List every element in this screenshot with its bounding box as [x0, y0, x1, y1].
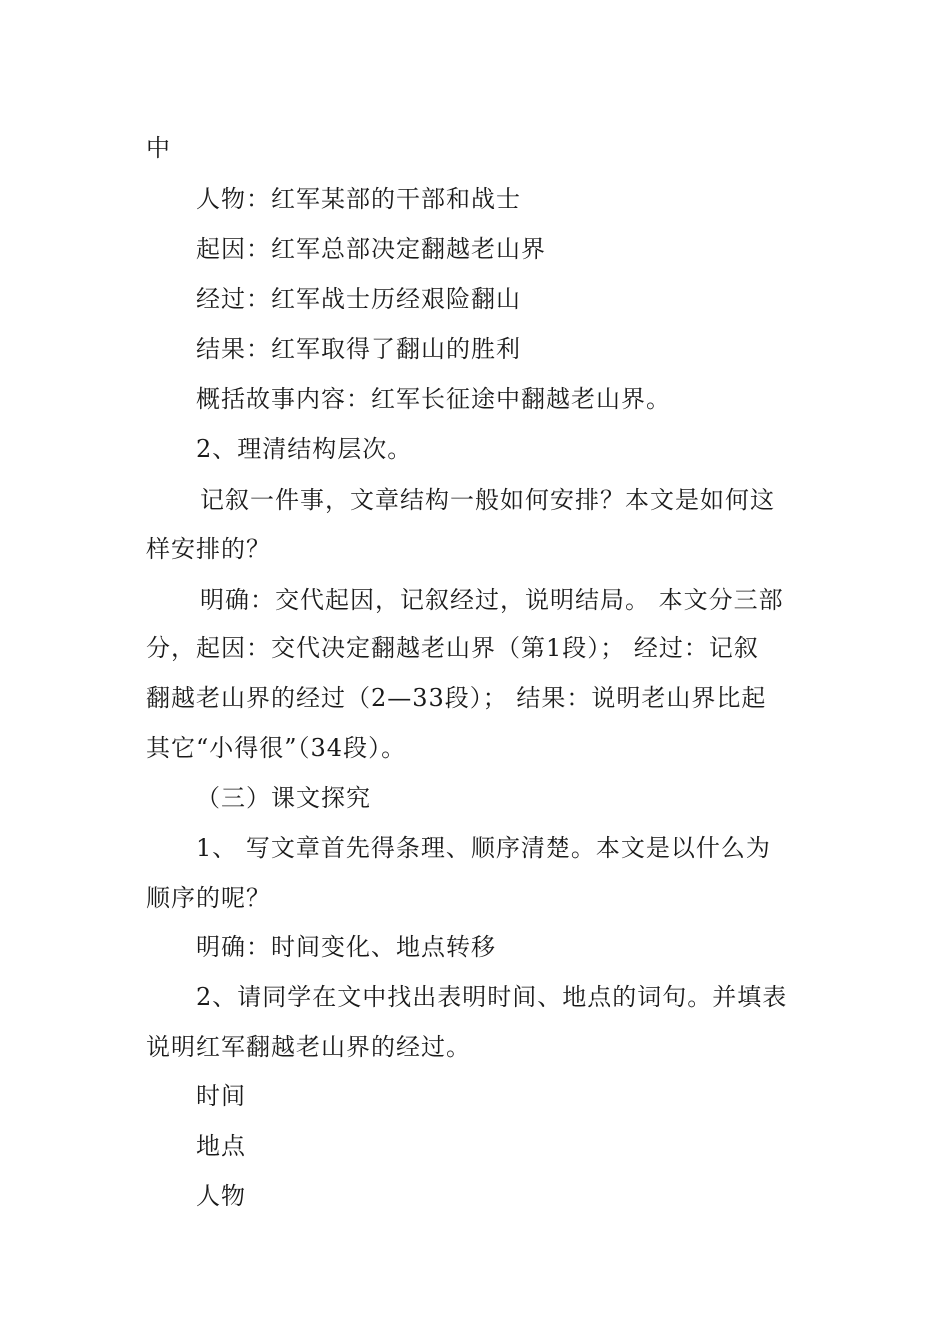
- text-line: 明确：时间变化、地点转移: [196, 933, 496, 961]
- text-line: 顺序的呢？: [146, 884, 271, 912]
- text-line: 人物：红军某部的干部和战士: [196, 185, 521, 213]
- text-line: 样安排的？: [146, 535, 271, 563]
- text-line: 记叙一件事，文章结构一般如何安排？本文是如何这: [200, 486, 775, 514]
- text-line: 说明红军翻越老山界的经过。: [146, 1033, 471, 1061]
- text-line: 明确：交代起因，记叙经过，说明结局。 本文分三部: [200, 586, 784, 614]
- text-line: 其它“小得很”（34段）。: [146, 734, 407, 762]
- text-line: 时间: [196, 1082, 246, 1110]
- text-line: 起因：红军总部决定翻越老山界: [196, 235, 546, 263]
- section-heading: （三）课文探究: [196, 784, 371, 812]
- text-line: 地点: [196, 1132, 246, 1160]
- text-line: 概括故事内容：红军长征途中翻越老山界。: [196, 385, 671, 413]
- text-line: 中: [146, 134, 171, 162]
- text-line: 1、 写文章首先得条理、顺序清楚。本文是以什么为: [196, 834, 771, 862]
- text-line: 分，起因：交代决定翻越老山界（第1段）； 经过：记叙: [146, 634, 759, 662]
- text-line: 翻越老山界的经过（2—33段）； 结果：说明老山界比起: [146, 684, 767, 712]
- text-line: 经过：红军战士历经艰险翻山: [196, 285, 521, 313]
- text-line: 2、请同学在文中找出表明时间、地点的词句。并填表: [196, 983, 788, 1011]
- text-line: 结果：红军取得了翻山的胜利: [196, 335, 521, 363]
- text-line: 人物: [196, 1182, 246, 1210]
- text-line: 2、理清结构层次。: [196, 435, 413, 463]
